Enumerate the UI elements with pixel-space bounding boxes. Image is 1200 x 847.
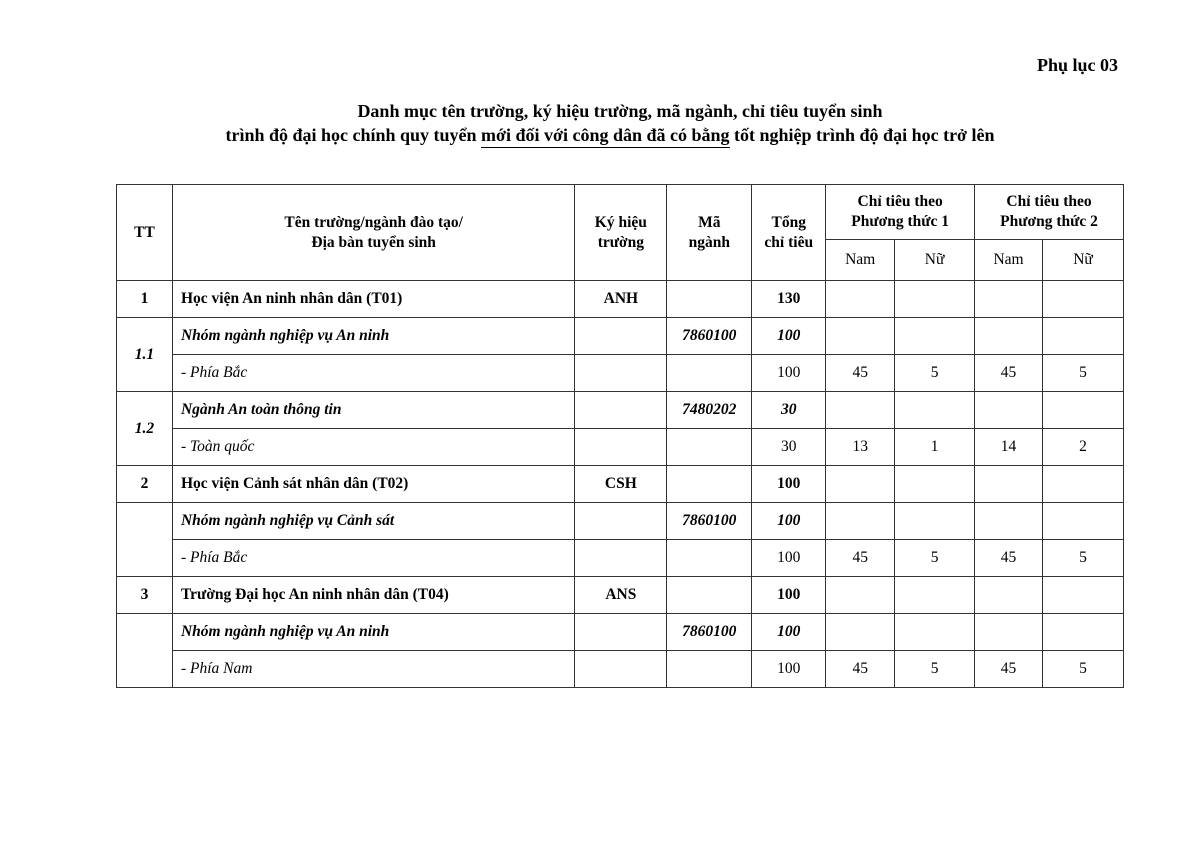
document-title: [0, 99, 1200, 147]
cell-female-2: 2: [1043, 429, 1124, 466]
cell-name: Nhóm ngành nghiệp vụ An ninh: [172, 318, 574, 355]
cell-tt: [117, 614, 173, 688]
cell-male-2: 45: [975, 540, 1043, 577]
title-line-2-underlined: mới đối với công dân đã có bằng: [481, 125, 729, 148]
cell-male-2: 45: [975, 355, 1043, 392]
cell-major-code: 7860100: [667, 318, 752, 355]
cell-name: Học viện An ninh nhân dân (T01): [172, 281, 574, 318]
cell-male-2: [975, 318, 1043, 355]
cell-female-1: [895, 577, 975, 614]
cell-male-1: 45: [826, 651, 895, 688]
cell-female-1: [895, 503, 975, 540]
cell-school-code: [575, 318, 667, 355]
cell-female-2: [1043, 466, 1124, 503]
header-total-line1: Tổng: [771, 213, 806, 231]
cell-female-1: [895, 614, 975, 651]
table-row: [117, 466, 1124, 503]
cell-female-2: [1043, 614, 1124, 651]
cell-female-1: 5: [895, 355, 975, 392]
cell-male-2: 45: [975, 651, 1043, 688]
cell-male-1: [826, 614, 895, 651]
header-name-line1: Tên trường/ngành đào tạo/: [284, 213, 463, 231]
cell-major-code: 7860100: [667, 614, 752, 651]
table-row: [117, 540, 1124, 577]
cell-female-2: 5: [1043, 540, 1124, 577]
cell-tt: 1.1: [117, 318, 173, 392]
cell-school-code: ANH: [575, 281, 667, 318]
header-code-line2: trường: [597, 233, 644, 251]
cell-total: 100: [752, 614, 826, 651]
cell-major-code: [667, 540, 752, 577]
cell-major-code: [667, 577, 752, 614]
cell-total: 100: [752, 318, 826, 355]
appendix-label: Phụ lục 03: [1036, 55, 1118, 75]
cell-female-2: 5: [1043, 355, 1124, 392]
cell-male-1: 13: [826, 429, 895, 466]
cell-major-code: [667, 355, 752, 392]
cell-major-code: [667, 466, 752, 503]
cell-tt: 2: [117, 466, 173, 503]
cell-school-code: [575, 392, 667, 429]
cell-tt: 3: [117, 577, 173, 614]
cell-school-code: [575, 355, 667, 392]
cell-school-code: [575, 429, 667, 466]
header-tt: TT: [117, 185, 173, 281]
cell-male-1: [826, 392, 895, 429]
cell-female-1: [895, 392, 975, 429]
cell-male-1: [826, 318, 895, 355]
cell-tt: 1: [117, 281, 173, 318]
cell-school-code: ANS: [575, 577, 667, 614]
cell-female-2: 5: [1043, 651, 1124, 688]
admission-quota-table: [116, 184, 1124, 688]
cell-male-1: 45: [826, 540, 895, 577]
header-total-line2: chỉ tiêu: [764, 233, 814, 251]
cell-female-2: [1043, 281, 1124, 318]
cell-name: Học viện Cảnh sát nhân dân (T02): [172, 466, 574, 503]
cell-female-2: [1043, 577, 1124, 614]
cell-major-code: [667, 281, 752, 318]
cell-male-2: [975, 466, 1043, 503]
cell-total: 100: [752, 540, 826, 577]
cell-tt: [117, 503, 173, 577]
cell-female-1: [895, 466, 975, 503]
cell-school-code: [575, 651, 667, 688]
cell-male-1: [826, 503, 895, 540]
header-female-2: Nữ: [1043, 240, 1124, 281]
cell-total: 130: [752, 281, 826, 318]
cell-male-2: 14: [975, 429, 1043, 466]
cell-major-code: 7480202: [667, 392, 752, 429]
table-row: [117, 355, 1124, 392]
cell-name: - Phía Bắc: [172, 540, 574, 577]
header-school-code: [575, 185, 667, 281]
cell-school-code: [575, 503, 667, 540]
cell-name: Nhóm ngành nghiệp vụ Cảnh sát: [172, 503, 574, 540]
table-row: [117, 392, 1124, 429]
header-male-2: Nam: [975, 240, 1043, 281]
cell-male-2: [975, 281, 1043, 318]
header-method-1: [826, 185, 975, 240]
header-male-1: Nam: [826, 240, 895, 281]
cell-female-2: [1043, 392, 1124, 429]
table-row: [117, 429, 1124, 466]
table-row: [117, 577, 1124, 614]
cell-total: 100: [752, 503, 826, 540]
cell-male-2: [975, 577, 1043, 614]
cell-major-code: [667, 429, 752, 466]
header-method1-line1: Chỉ tiêu theo: [857, 193, 943, 210]
cell-name: Ngành An toàn thông tin: [172, 392, 574, 429]
cell-female-1: [895, 281, 975, 318]
cell-female-2: [1043, 503, 1124, 540]
cell-female-1: 5: [895, 651, 975, 688]
title-line-1: Danh mục tên trường, ký hiệu trường, mã ngành, chỉ tiêu tuyển sinh: [357, 101, 883, 121]
table-row: [117, 281, 1124, 318]
header-major-line1: Mã: [698, 213, 721, 231]
cell-major-code: 7860100: [667, 503, 752, 540]
header-code-line1: Ký hiệu: [594, 213, 647, 231]
cell-name: Trường Đại học An ninh nhân dân (T04): [172, 577, 574, 614]
cell-total: 30: [752, 392, 826, 429]
cell-total: 100: [752, 466, 826, 503]
cell-male-2: [975, 392, 1043, 429]
cell-female-1: [895, 318, 975, 355]
header-female-1: Nữ: [895, 240, 975, 281]
table-row: [117, 318, 1124, 355]
table-row: [117, 651, 1124, 688]
title-line-2-pre: trình độ đại học chính quy tuyển: [225, 125, 482, 145]
cell-female-1: 5: [895, 540, 975, 577]
header-method-2: [975, 185, 1124, 240]
header-method2-line1: Chỉ tiêu theo: [1006, 193, 1092, 210]
cell-name: - Phía Bắc: [172, 355, 574, 392]
cell-female-2: [1043, 318, 1124, 355]
cell-male-1: 45: [826, 355, 895, 392]
header-method1-line2: Phương thức 1: [851, 213, 950, 230]
header-major-line2: ngành: [688, 233, 730, 251]
table-row: [117, 503, 1124, 540]
header-method2-line2: Phương thức 2: [1000, 213, 1098, 230]
cell-male-1: [826, 577, 895, 614]
cell-school-code: CSH: [575, 466, 667, 503]
cell-total: 100: [752, 651, 826, 688]
cell-male-1: [826, 466, 895, 503]
table-row: [117, 614, 1124, 651]
cell-name: Nhóm ngành nghiệp vụ An ninh: [172, 614, 574, 651]
cell-total: 100: [752, 355, 826, 392]
cell-male-2: [975, 614, 1043, 651]
header-name-line2: Địa bàn tuyển sinh: [311, 233, 436, 251]
cell-school-code: [575, 540, 667, 577]
cell-female-1: 1: [895, 429, 975, 466]
cell-name: - Phía Nam: [172, 651, 574, 688]
cell-total: 30: [752, 429, 826, 466]
cell-male-2: [975, 503, 1043, 540]
cell-major-code: [667, 651, 752, 688]
title-line-2: [0, 123, 1200, 147]
cell-total: 100: [752, 577, 826, 614]
header-major-code: [667, 185, 752, 281]
header-total: [752, 185, 826, 281]
cell-name: - Toàn quốc: [172, 429, 574, 466]
title-line-2-post: tốt nghiệp trình độ đại học trở lên: [729, 125, 995, 145]
cell-school-code: [575, 614, 667, 651]
header-name: [172, 185, 574, 281]
cell-tt: 1.2: [117, 392, 173, 466]
cell-male-1: [826, 281, 895, 318]
